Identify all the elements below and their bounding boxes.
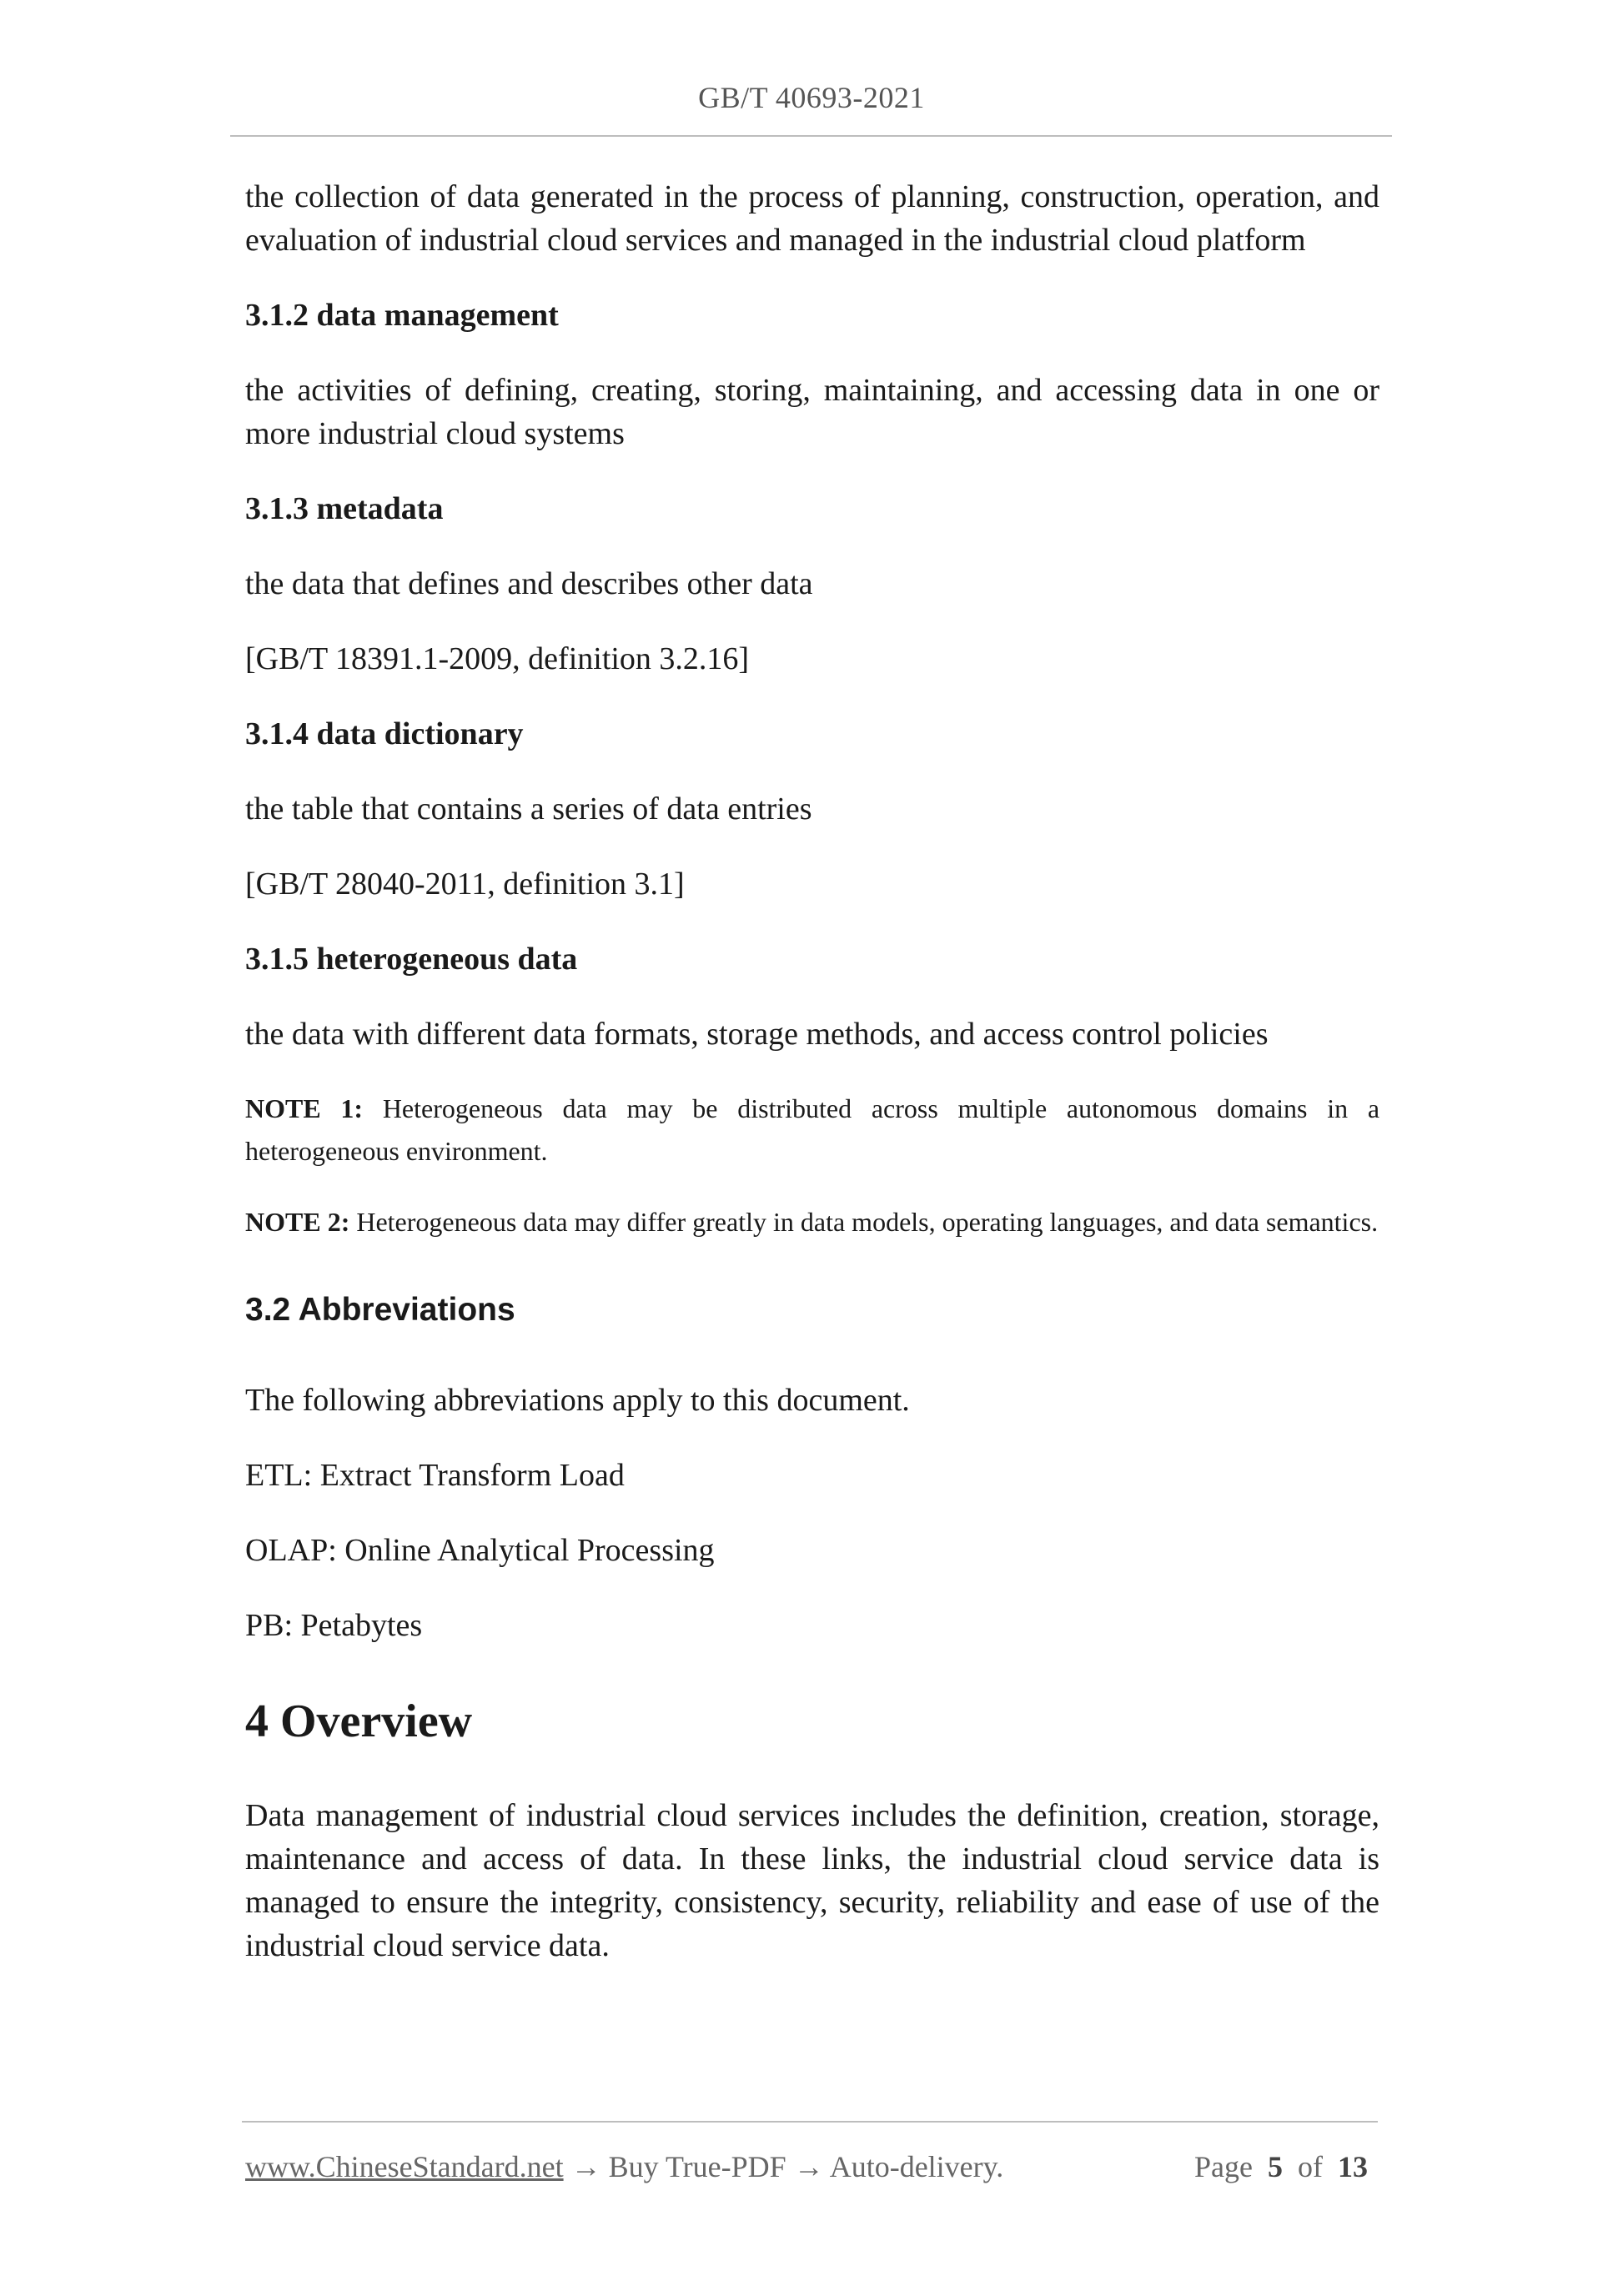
term-heading: 3.1.5 heterogeneous data: [245, 942, 578, 977]
intro-paragraph: the collection of data generated in the process of planning, construction, operation, and evaluation of industrial cloud services and managed in the industrial cloud platform: [245, 179, 1379, 258]
term-definition: the data that defines and describes other data: [245, 566, 813, 601]
page-total: 13: [1338, 2150, 1368, 2183]
term-source: [GB/T 28040-2011, definition 3.1]: [245, 867, 685, 902]
overview-paragraph: Data management of industrial cloud services includes the definition, creation, storage, maintenance and access of data. In these links, the industrial cloud service data is managed to ensure the integrity, consistency, security, reliability and ease of use of the industrial cloud service data.: [245, 1798, 1379, 1963]
note-text: Heterogeneous data may differ greatly in data models, operating languages, and data semantics.: [356, 1207, 1379, 1237]
document-header: GB/T 40693-2021: [698, 81, 925, 114]
abbreviations-intro: The following abbreviations apply to this document.: [245, 1383, 910, 1418]
note-label: NOTE 1:: [245, 1093, 364, 1123]
page-current: 5: [1268, 2150, 1283, 2183]
term-heading: 3.1.4 data dictionary: [245, 716, 524, 751]
abbreviation-item: ETL: Extract Transform Load: [245, 1458, 625, 1493]
header-divider: [230, 135, 1392, 137]
term-source: [GB/T 18391.1-2009, definition 3.2.16]: [245, 641, 750, 676]
abbreviations-heading: 3.2 Abbreviations: [245, 1292, 515, 1328]
note-text: Heterogeneous data may be distributed across multiple autonomous domains in a heterogeneous environment.: [245, 1093, 1380, 1166]
overview-heading: 4 Overview: [245, 1696, 473, 1747]
page-footer: [245, 2147, 1378, 2187]
website-link[interactable]: www.ChineseStandard.net: [245, 2150, 564, 2183]
delivery-text: Auto-delivery.: [829, 2150, 1004, 2183]
abbreviation-item: PB: Petabytes: [245, 1608, 423, 1643]
term-definition: the data with different data formats, storage methods, and access control policies: [245, 1017, 1269, 1052]
document-body: [245, 175, 1379, 1999]
arrow-icon: →: [570, 2150, 601, 2183]
page-of: of: [1298, 2150, 1323, 2183]
term-definition: the activities of defining, creating, storing, maintaining, and accessing data in one or more industrial cloud systems: [245, 373, 1379, 451]
note-1: [245, 1088, 1379, 1173]
buy-text: Buy True-PDF: [608, 2150, 786, 2183]
abbreviation-item: OLAP: Online Analytical Processing: [245, 1533, 715, 1568]
footer-divider: [242, 2121, 1378, 2123]
term-definition: the table that contains a series of data entries: [245, 791, 812, 826]
page-number: [1194, 2147, 1368, 2187]
note-label: NOTE 2:: [245, 1207, 350, 1237]
page-label: Page: [1194, 2150, 1253, 2183]
term-heading: 3.1.3 metadata: [245, 491, 444, 526]
arrow-icon: →: [793, 2150, 824, 2183]
note-2: [245, 1201, 1379, 1243]
term-heading: 3.1.2 data management: [245, 298, 559, 333]
